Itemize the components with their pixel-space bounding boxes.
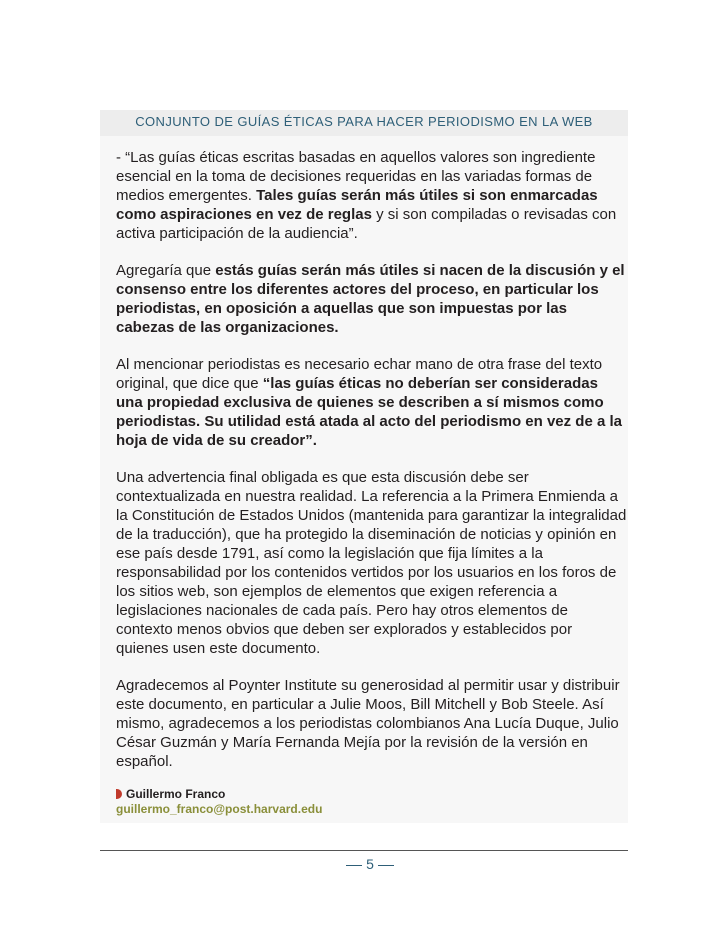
p1-text-b: y si son compiladas o revisadas con activa participación de la audiencia”. xyxy=(116,206,617,242)
red-marker-icon xyxy=(116,789,122,799)
paragraph-5: Agradecemos al Poynter Institute su generosidad al permitir usar y distribuir este documento, en particular a Julie Moos, Bill Mitchell y Bob Steele. Así mismo, agradecemos a los periodistas colombianos Ana Lucía Duque, Julio César Guzmán y María Fernanda Mejía por la revisión de la versión en español. xyxy=(116,677,620,770)
left-dash xyxy=(346,865,362,866)
author-name: Guillermo Franco xyxy=(126,787,226,801)
p2-text-a: Agregaría que xyxy=(116,262,216,279)
signature xyxy=(116,787,628,817)
body-text xyxy=(116,148,628,817)
p1-bold: Tales guías serán más útiles si son enmarcadas como aspiraciones en vez de reglas xyxy=(116,187,598,223)
author-email: guillermo_franco@post.harvard.edu xyxy=(116,802,323,816)
right-dash xyxy=(378,865,394,866)
page-number xyxy=(340,856,400,872)
footer-rule xyxy=(100,850,628,851)
paragraph-3 xyxy=(116,355,628,450)
p3-text-a: Al mencionar periodistas es necesario echar mano de otra frase del texto original, que dice que xyxy=(116,356,603,392)
p3-bold: “las guías éticas no deberían ser consideradas una propiedad exclusiva de quienes se describen a sí mismos como periodistas. Su utilidad está atada al acto del periodismo en vez de a la hoja de vida de su creador”. xyxy=(116,375,622,449)
paragraph-1 xyxy=(116,148,628,243)
p1-text-a: - “Las guías éticas escritas basadas en aquellos valores son ingrediente esencial en la toma de decisiones requeridas en las variadas formas de medios emergentes. xyxy=(116,149,596,204)
p2-bold: estás guías serán más útiles si nacen de la discusión y el consenso entre los diferentes actores del proceso, en particular los periodistas, en oposición a aquellas que son impuestas por las cabezas de las organizaciones. xyxy=(116,262,625,336)
paragraph-2 xyxy=(116,261,628,337)
paragraph-4: Una advertencia final obligada es que esta discusión debe ser contextualizada en nuestra realidad. La referencia a la Primera Enmienda a la Constitución de Estados Unidos (mantenida para garantizar la integralidad de la traducción), que ha protegido la diseminación de noticias y opinión en ese país desde 1791, así como la legislación que fija límites a la responsabilidad por los contenidos vertidos por los usuarios en los foros de los sitios web, son ejemplos de elementos que exigen referencia a legislaciones nacionales de cada país. Pero hay otros elementos de contexto menos obvios que deben ser explorados y establecidos por quienes usen este documento. xyxy=(116,469,627,657)
page-number-value: 5 xyxy=(366,856,374,872)
signature-name-line xyxy=(116,787,628,802)
running-head: CONJUNTO DE GUÍAS ÉTICAS PARA HACER PERIODISMO EN LA WEB xyxy=(135,114,593,129)
